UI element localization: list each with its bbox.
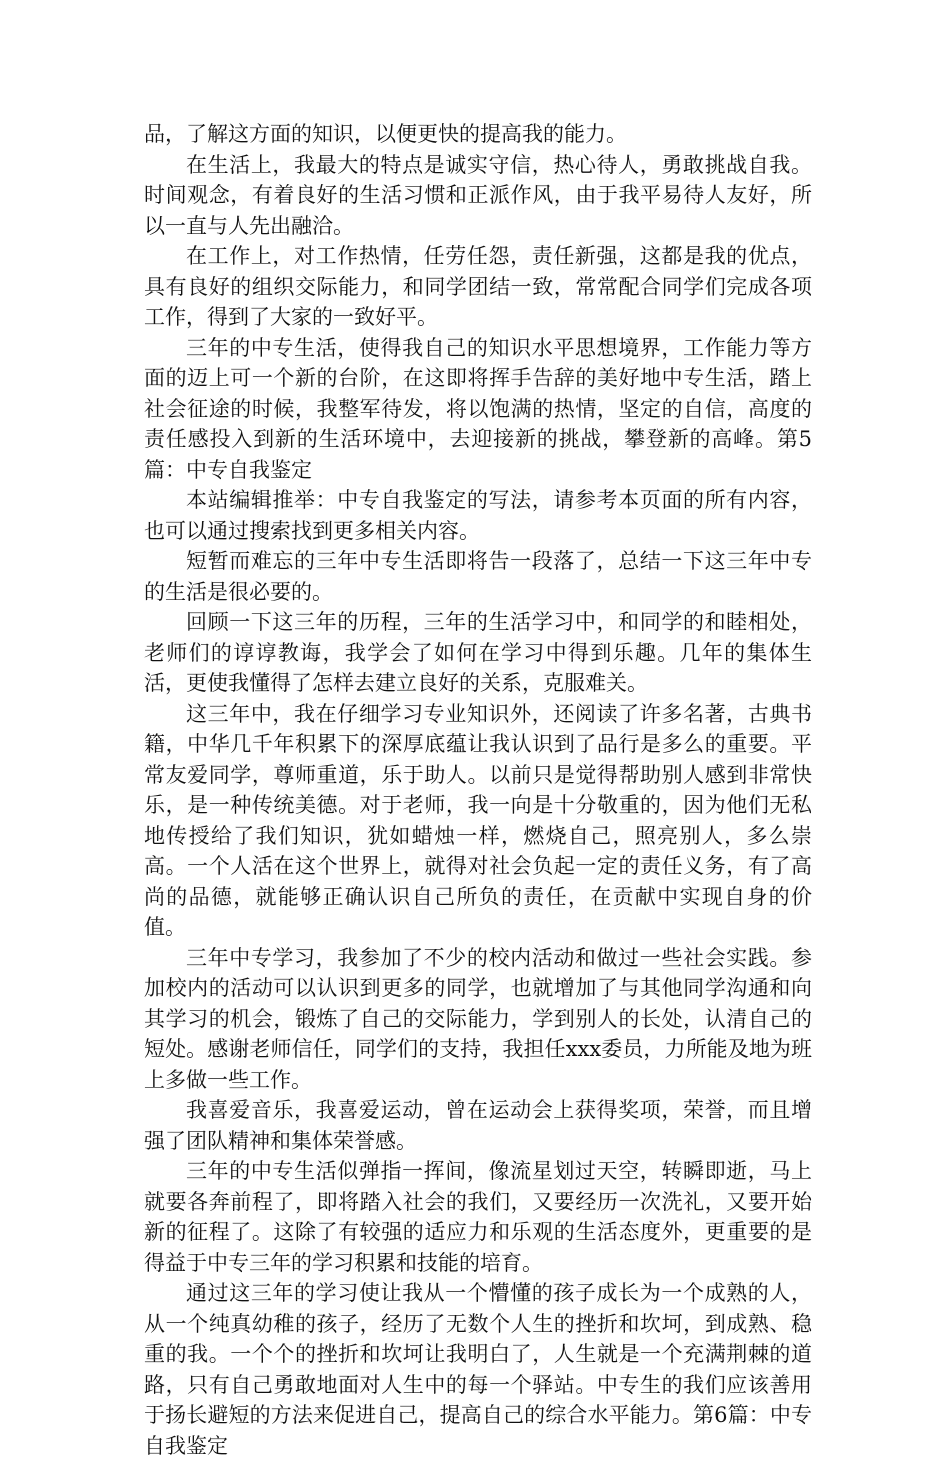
paragraph-8: 这三年中，我在仔细学习专业知识外，还阅读了许多名著，古典书籍，中华几千年积累下的深厚底蕴让我认识到了品行是多么的重要。平常友爱同学，尊师重道，乐于助人。以前只是觉得帮助别人感到非常快乐，是一种传统美德。对于老师，我一向是十分敬重的，因为他们无私地传授给了我们知识，犹如蜡烛一样，燃烧自己，照亮别人，多么崇高。一个人活在这个世界上，就得对社会负起一定的责任义务，有了高尚的品德，就能够正确认识自己所负的责任，在贡献中实现自身的价值。 <box>144 701 812 939</box>
paragraph-12: 通过这三年的学习使让我从一个懵懂的孩子成长为一个成熟的人，从一个纯真幼稚的孩子，经历了无数个人生的挫折和坎坷，到成熟、稳重的我。一个个的挫折和坎坷让我明白了，人生就是一个充满荆棘的道路，只有自己勇敢地面对人生中的每一个驿站。中专生的我们应该善用于扬长避短的方法来促进自己，提高自己的综合水平能力。第6篇：中专自我鉴定 <box>144 1281 812 1458</box>
paragraph-11: 三年的中专生活似弹指一挥间，像流星划过天空，转瞬即逝，马上就要各奔前程了，即将踏入社会的我们，又要经历一次洗礼，又要开始新的征程了。这除了有较强的适应力和乐观的生活态度外，更重要的是得益于中专三年的学习积累和技能的培育。 <box>144 1159 812 1275</box>
paragraph-5: 本站编辑推举：中专自我鉴定的写法，请参考本页面的所有内容，也可以通过搜索找到更多相关内容。 <box>144 488 812 543</box>
paragraph-6: 短暂而难忘的三年中专生活即将告一段落了，总结一下这三年中专的生活是很必要的。 <box>144 549 812 604</box>
paragraph-4: 三年的中专生活，使得我自己的知识水平思想境界，工作能力等方面的迈上可一个新的台阶，在这即将挥手告辞的美好地中专生活，踏上社会征途的时候，我整军待发，将以饱满的热情，坚定的自信，高度的责任感投入到新的生活环境中，去迎接新的挑战，攀登新的高峰。第5篇：中专自我鉴定 <box>144 335 812 482</box>
document-body <box>144 119 812 1461</box>
paragraph-9: 三年中专学习，我参加了不少的校内活动和做过一些社会实践。参加校内的活动可以认识到更多的同学，也就增加了与其他同学沟通和向其学习的机会，锻炼了自己的交际能力，学到别人的长处，认清自己的短处。感谢老师信任，同学们的支持，我担任xxx委员，力所能及地为班上多做一些工作。 <box>144 945 812 1092</box>
paragraph-3: 在工作上，对工作热情，任劳任怨，责任新强，这都是我的优点，具有良好的组织交际能力，和同学团结一致，常常配合同学们完成各项工作，得到了大家的一致好平。 <box>144 244 812 329</box>
paragraph-2: 在生活上，我最大的特点是诚实守信，热心待人，勇敢挑战自我。时间观念，有着良好的生活习惯和正派作风，由于我平易待人友好，所以一直与人先出融洽。 <box>144 152 812 238</box>
paragraph-10: 我喜爱音乐，我喜爱运动，曾在运动会上获得奖项，荣誉，而且增强了团队精神和集体荣誉感。 <box>144 1098 812 1153</box>
paragraph-7: 回顾一下这三年的历程，三年的生活学习中，和同学的和睦相处，老师们的谆谆教诲，我学会了如何在学习中得到乐趣。几年的集体生活，更使我懂得了怎样去建立良好的关系，克服难关。 <box>144 610 812 695</box>
paragraph-1: 品，了解这方面的知识，以便更快的提高我的能力。 <box>144 122 627 146</box>
